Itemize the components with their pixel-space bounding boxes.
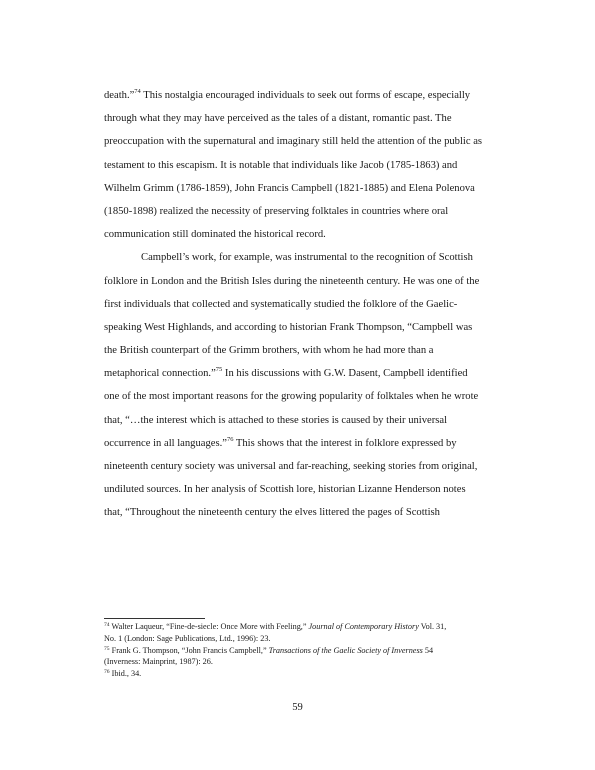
footnote-76: $^{76}$ Ibid., 34.: [104, 669, 142, 679]
body-line: Campbell’s work, for example, was instrumental to the recognition of Scottish: [141, 252, 473, 264]
footnote-74: $^{74}$ Walter Laqueur, “Fine-de-siecle: Once More with Feeling,” Journal of Contemporary History Vol. 31,: [104, 622, 447, 631]
footnote-number: 75: [104, 645, 110, 652]
body-line: testament to this escapism. It is notable that individuals like Jacob (1785-1863) and: [104, 159, 458, 171]
body-line: that, “Throughout the nineteenth century the elves littered the pages of Scottish: [104, 507, 440, 519]
body-line: speaking West Highlands, and according to historian Frank Thompson, “Campbell was: [104, 321, 473, 333]
footnote-number: 76: [104, 669, 110, 676]
body-line: through what they may have perceived as the tales of a distant, romantic past. The: [104, 113, 452, 125]
page-number: 59: [292, 702, 303, 713]
body-line: undiluted sources. In her analysis of Scottish lore, historian Lizanne Henderson notes: [104, 484, 466, 496]
footnote-75-cont: (Inverness: Mainprint, 1987): 26.: [104, 657, 213, 667]
body-line: death.”$^{74}$ This nostalgia encouraged individuals to seek out forms of escape, especially: [104, 88, 471, 101]
footnote-ref-75[interactable]: 75: [215, 366, 223, 374]
body-line: (1850-1898) realized the necessity of preserving folktales in countries where oral: [104, 205, 449, 217]
footnotes: [104, 621, 524, 680]
body-line: folklore in London and the British Isles during the nineteenth century. He was one of the: [104, 275, 480, 287]
body-line: one of the most important reasons for the growing popularity of folktales when he wrote: [104, 391, 479, 403]
body-line: Wilhelm Grimm (1786-1859), John Francis Campbell (1821-1885) and Elena Polenova: [104, 182, 475, 194]
body-line: the British counterpart of the Grimm brothers, with whom he had more than a: [104, 345, 434, 357]
footnote-divider: [104, 618, 205, 619]
body-text: [104, 84, 504, 525]
body-line: metaphorical connection.”$^{75}$ In his discussions with G.W. Dasent, Campbell identified: [104, 366, 468, 380]
body-line: that, “…the interest which is attached to these stories is caused by their universal: [104, 414, 448, 426]
footnote-75: $^{75}$ Frank G. Thompson, “John Francis Campbell,” Transactions of the Gaelic Society of Inverness 54: [104, 645, 434, 655]
body-line: communication still dominated the historical record.: [104, 229, 326, 241]
footnote-ref-74[interactable]: 74: [134, 88, 141, 95]
body-line: occurrence in all languages.”$^{76}$ This shows that the interest in folklore expressed by: [104, 435, 457, 449]
body-line: preoccupation with the supernatural and imaginary still held the attention of the public as: [104, 136, 483, 148]
footnote-number: 74: [104, 622, 110, 628]
footnote-74-cont: No. 1 (London: Sage Publications, Ltd., 1996): 23.: [104, 633, 271, 643]
body-line: first individuals that collected and systematically studied the folklore of the Gaelic-: [104, 298, 458, 310]
footnote-ref-76[interactable]: 76: [226, 435, 234, 443]
body-line: nineteenth century society was universal and far-reaching, seeking stories from original,: [104, 461, 478, 472]
